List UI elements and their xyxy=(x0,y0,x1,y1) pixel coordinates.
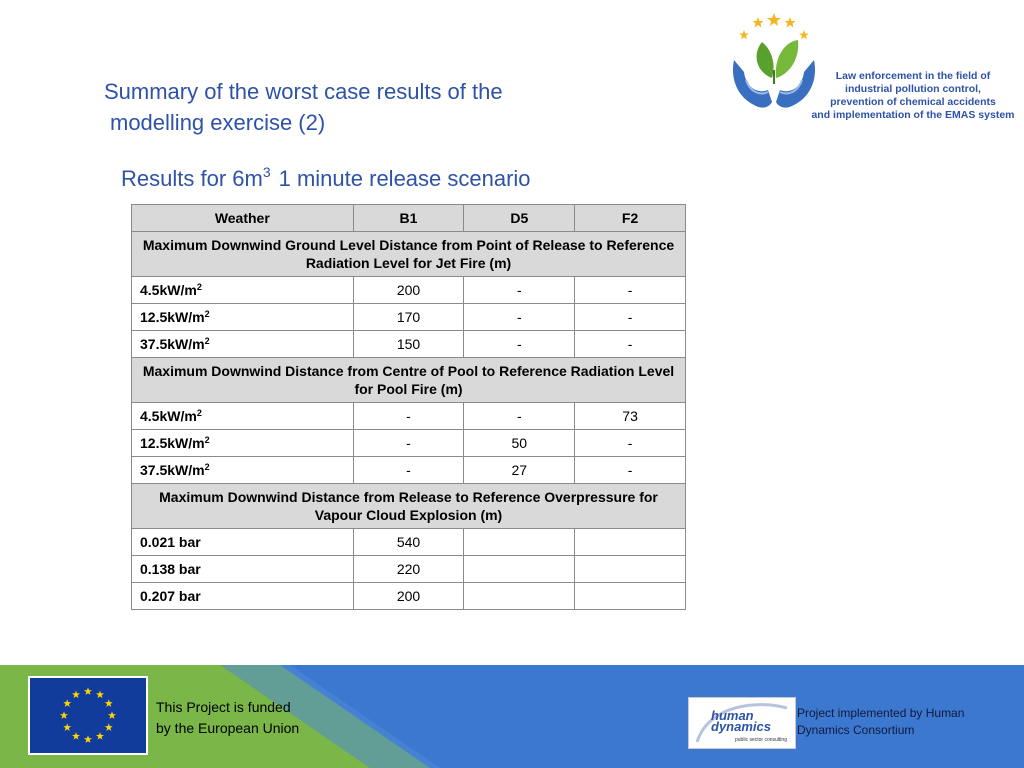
cell-f2 xyxy=(575,583,686,610)
cell-d5: 50 xyxy=(464,430,575,457)
cell-f2: - xyxy=(575,277,686,304)
hd-tagline: public sector consulting xyxy=(735,737,787,743)
cell-d5 xyxy=(464,529,575,556)
logo-line-3: prevention of chemical accidents xyxy=(830,96,996,108)
logo-line-1: Law enforcement in the field of xyxy=(835,70,991,82)
title-line-2: modelling exercise (2) xyxy=(110,110,326,135)
section-row-pool-fire xyxy=(132,358,686,403)
cell-b1: 170 xyxy=(353,304,464,331)
table-header-row xyxy=(132,205,686,232)
cell-f2: 73 xyxy=(575,403,686,430)
logo-line-4: and implementation of the EMAS system xyxy=(811,109,1015,121)
eu-flag xyxy=(28,676,148,755)
row-label: $12.5kW/m^2$ xyxy=(132,430,354,457)
cell-d5 xyxy=(464,583,575,610)
cell-b1: 150 xyxy=(353,331,464,358)
table-row xyxy=(132,457,686,484)
table-row xyxy=(132,331,686,358)
hd-word-1: human xyxy=(711,708,754,723)
funded-line-2: by the European Union xyxy=(156,720,300,736)
subtitle-superscript: 3 xyxy=(262,164,271,180)
table-row xyxy=(132,403,686,430)
header-f2: F2 xyxy=(575,205,686,232)
header-b1: B1 xyxy=(353,205,464,232)
row-label: $37.5kW/m^2$ xyxy=(132,457,354,484)
cell-f2 xyxy=(575,529,686,556)
slide-subtitle xyxy=(121,157,531,194)
table-row xyxy=(132,430,686,457)
funded-line-1: This Project is funded xyxy=(156,699,291,715)
table-row xyxy=(132,304,686,331)
row-label: $12.5kW/m^2$ xyxy=(132,304,354,331)
header-weather: Weather xyxy=(132,205,354,232)
cell-f2 xyxy=(575,556,686,583)
cell-d5 xyxy=(464,556,575,583)
section-row-jet-fire xyxy=(132,232,686,277)
eu-funding-note xyxy=(156,697,356,739)
hd-word-2: dynamics xyxy=(711,719,771,734)
header-d5: D5 xyxy=(464,205,575,232)
results-table xyxy=(131,204,686,610)
cell-f2: - xyxy=(575,304,686,331)
subtitle-prefix: Results for 6m xyxy=(121,166,263,191)
row-label: $4.5kW/m^2$ xyxy=(132,277,354,304)
row-label: 0.138 bar xyxy=(132,556,354,583)
cell-b1: - xyxy=(353,430,464,457)
table-row xyxy=(132,556,686,583)
section-heading-jet-fire: Maximum Downwind Ground Level Distance from Point of Release to Reference Radiation Level for Jet Fire (m) xyxy=(132,232,686,277)
cell-b1: - xyxy=(353,403,464,430)
impl-line-2: Dynamics Consortium xyxy=(797,723,915,737)
row-label: $4.5kW/m^2$ xyxy=(132,403,354,430)
cell-f2: - xyxy=(575,430,686,457)
human-dynamics-logo xyxy=(688,697,796,749)
slide-title xyxy=(104,76,624,138)
row-label: $37.5kW/m^2$ xyxy=(132,331,354,358)
row-label: 0.207 bar xyxy=(132,583,354,610)
section-row-vce xyxy=(132,484,686,529)
table-row xyxy=(132,583,686,610)
hd-wordmark xyxy=(711,710,771,732)
cell-d5: 27 xyxy=(464,457,575,484)
table-row xyxy=(132,277,686,304)
table-row xyxy=(132,529,686,556)
cell-b1: 540 xyxy=(353,529,464,556)
cell-f2: - xyxy=(575,457,686,484)
cell-d5: - xyxy=(464,277,575,304)
cell-b1: 200 xyxy=(353,583,464,610)
cell-b1: - xyxy=(353,457,464,484)
cell-d5: - xyxy=(464,331,575,358)
title-line-1: Summary of the worst case results of the xyxy=(104,79,503,104)
cell-d5: - xyxy=(464,403,575,430)
cell-d5: - xyxy=(464,304,575,331)
row-label: 0.021 bar xyxy=(132,529,354,556)
section-heading-vce: Maximum Downwind Distance from Release to Reference Overpressure for Vapour Cloud Explosion (m) xyxy=(132,484,686,529)
cell-f2: - xyxy=(575,331,686,358)
impl-line-1: Project implemented by Human xyxy=(797,706,965,720)
implementer-note xyxy=(797,705,1007,739)
subtitle-suffix: 1 minute release scenario xyxy=(278,166,531,191)
cell-b1: 220 xyxy=(353,556,464,583)
section-heading-pool-fire: Maximum Downwind Distance from Centre of Pool to Reference Radiation Level for Pool Fire (m) xyxy=(132,358,686,403)
cell-b1: 200 xyxy=(353,277,464,304)
logo-line-2: industrial pollution control, xyxy=(845,83,981,95)
project-logo-text xyxy=(808,70,1018,122)
eu-flag-icon xyxy=(28,676,148,755)
